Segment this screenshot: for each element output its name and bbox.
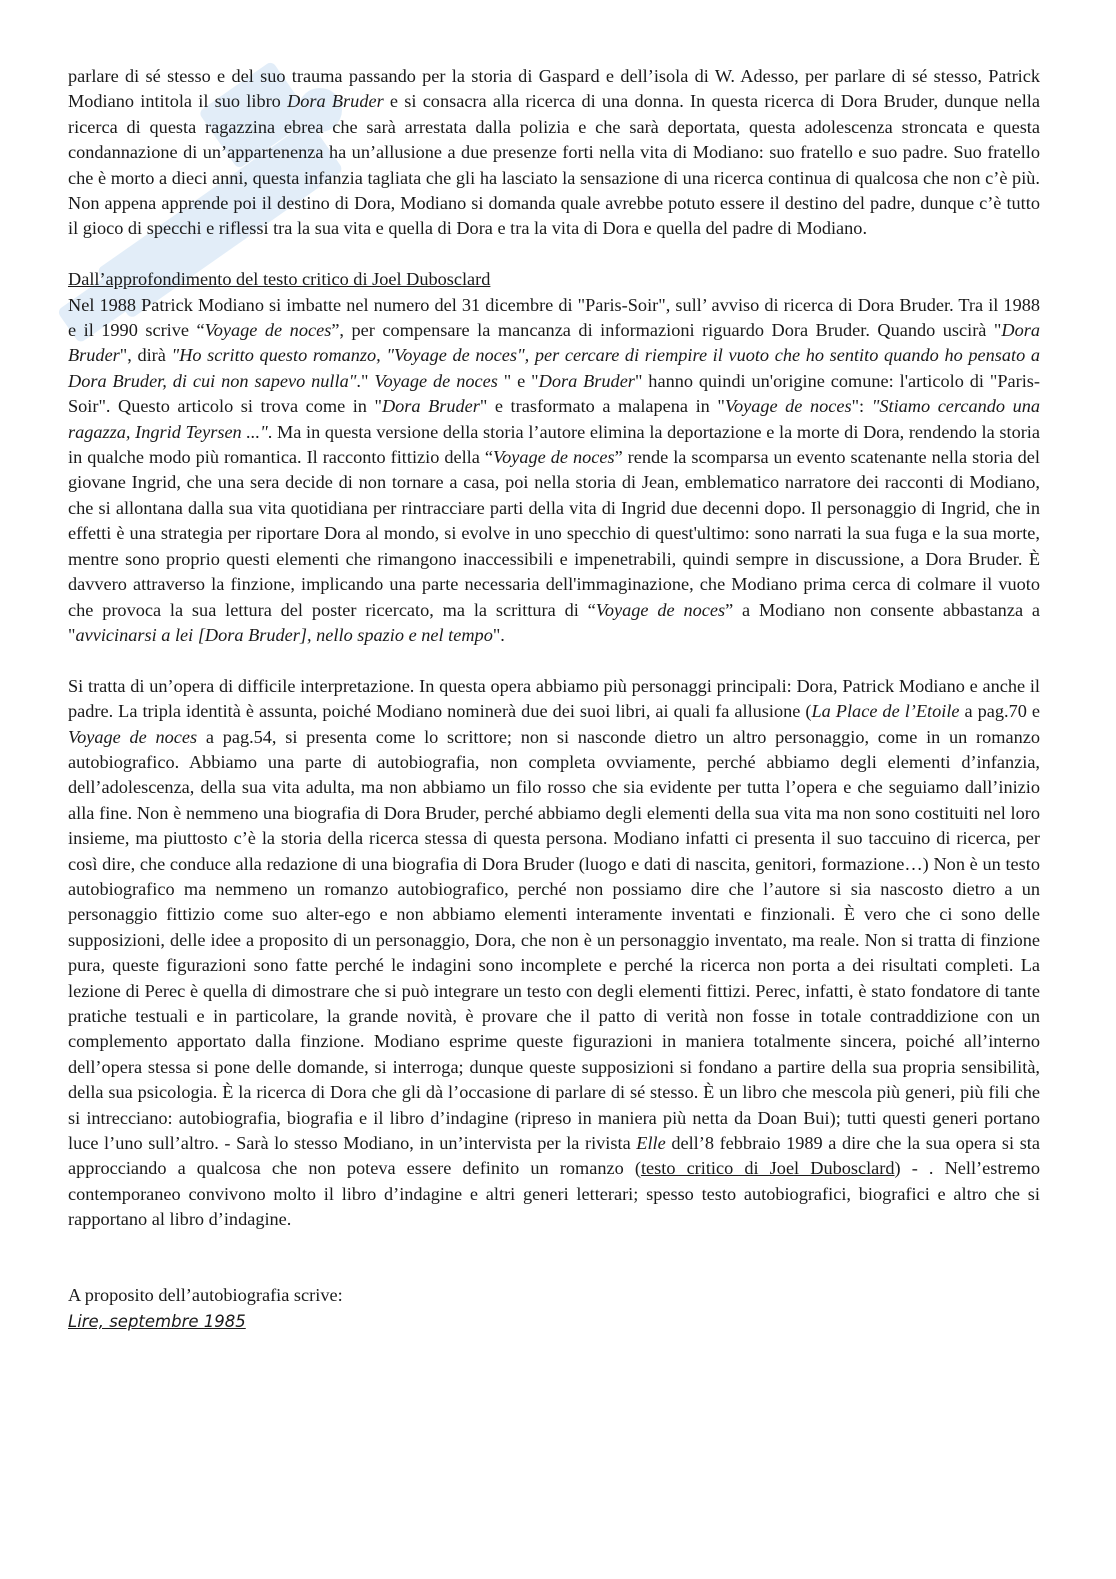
paragraph-autobiography-intro: A proposito dell’autobiografia scrive: — [68, 1285, 343, 1306]
paragraph-interpretation: Si tratta di un’opera di difficile interpretazione. In questa opera abbiamo più personaggi principali: Dora, Patrick Modiano e anche il padre. La tripla identità è assunta, poiché Modiano nominerà due dei suoi libri, ai quali fa allusione (La Place de l’Etoile a pag.70 e Voyage de noces a pag.54, si presenta come lo scrittore; non si nasconde dietro un altro personaggio, come in un romanzo autobiografico. Abbiamo una parte di autobiografia, non completa ovviamente, perché abbiamo degli elementi d’infanzia, dell’adolescenza, della sua vita adulta, ma non abbiamo un filo rosso che sia evidente per tutta l’opera e che seguiamo dall’inizio alla fine. Non è nemmeno una biografia di Dora Bruder, perché abbiamo degli elementi della sua vita ma non sono costituiti nel loro insieme, ma piuttosto c’è la storia della ricerca stessa di questa persona. Modiano infatti ci presenta il suo taccuino di ricerca, per così dire, che conduce alla redazione di una biografia di Dora Bruder (luogo e dati di nascita, genitori, formazione…) Non è un testo autobiografico ma nemmeno un romanzo autobiografico, perché non possiamo dire che l’autore si sia nascosto dietro a un personaggio fittizio come suo alter-ego e non abbiamo elementi interamente inventati e finzionali. È vero che ci sono delle supposizioni, delle idee a proposito di un personaggio, Dora, che non è un personaggio inventato, ma reale. Non si tratta di finzione pura, queste figurazioni sono fatte perché le indagini sono incomplete e perché la ricerca non porta a dei risultati completi. La lezione di Perec è quella di dimostrare che si può integrare un testo con degli elementi fittizi. Perec, infatti, è stato fondatore di tante pratiche testuali e in particolare, la grande novità, è provare che il patto di verità non fosse in totale contraddizione con un complemento apportato dalla finzione. Modiano esprime queste figurazioni in maniera totalmente sincera, poiché all’interno dell’opera stessa si pone delle domande, si interroga; dunque queste supposizioni si fondano a partire della sua propria sensibilità, della sua psicologia. È la ricerca di Dora che gli dà l’occasione di parlare di sé stesso. È un libro che mescola più generi, più fili che si intrecciano: autobiografia, biografia e il libro d’indagine (ripreso in maniera più netta da Doan Bui); tutti questi generi portano luce l’uno sull’altro. - Sarà lo stesso Modiano, in un’intervista per la rivista Elle dell’8 febbraio 1989 a dire che la sua opera si sta approcciando a qualcosa che non poteva essere definito un romanzo (testo critico di Joel Dubosclard) - . Nell’estremo contemporaneo convivono molto il libro d’indagine e altri generi letterari; spesso testo autobiografici, biografici e altro che si rapportano al libro d’indagine. — [68, 675, 1041, 1230]
citation-source: Lire, septembre 1985 — [68, 1311, 246, 1331]
paragraph-intro: parlare di sé stesso e del suo trauma passando per la storia di Gaspard e dell’isola di W. Adesso, per parlare di sé stesso, Patrick Modiano intitola il suo libro Dora Bruder e si consacra alla ricerca di una donna. In questa ricerca di Dora Bruder, dunque nella ricerca di questa ragazzina ebrea che sarà arrestata dalla polizia e che sarà deportata, questa adolescenza stroncata e questa condannazione di un’appartenenza ha un’allusione a due presenze forti nella vita di Modiano: suo fratello e suo padre. Suo fratello che è morto a dieci anni, questa infanzia tagliata che gli ha lasciato la sensazione di una ricerca continua di qualcosa che non c’è più. Non appena apprende poi il destino di Dora, Modiano si domanda quale avrebbe potuto essere il destino del padre, dunque c’è tutto il gioco di specchi e riflessi tra la sua vita e quella di Dora e tra la vita di Dora e quella del padre di Modiano. — [68, 66, 1040, 239]
paragraph-voyage-de-noces: Nel 1988 Patrick Modiano si imbatte nel numero del 31 dicembre di "Paris-Soir", sull’ avviso di ricerca di Dora Bruder. Tra il 1988 e il 1990 scrive “Voyage de noces”, per compensare la mancanza di informazioni riguardo Dora Bruder. Quando uscirà "Dora Bruder", dirà "Ho scritto questo romanzo, "Voyage de noces", per cercare di riempire il vuoto che ho sentito quando ho pensato a Dora Bruder, di cui non sapevo nulla"." Voyage de noces " e "Dora Bruder" hanno quindi un'origine comune: l'articolo di "Paris-Soir". Questo articolo si trova come in "Dora Bruder" e trasformato a malapena in "Voyage de noces": "Stiamo cercando una ragazza, Ingrid Teyrsen ...". Ma in questa versione della storia l’autore elimina la deportazione e la morte di Dora, rendendo la storia in qualche modo più romantica. Il racconto fittizio della “Voyage de noces” rende la scomparsa un evento scatenante nella storia del giovane Ingrid, che una sera decide di non tornare a casa, poi nella storia di Jean, emblematico narratore dei racconti di Modiano, che si allontana dalla sua vita quotidiana per rintracciare parti della vita di Ingrid due decenni dopo. Il personaggio di Ingrid, che in effetti è una strategia per riportare Dora al mondo, si evolve in uno specchio di quest'ultimo: sono narrati la sua fuga e la sua morte, mentre sono proprio questi elementi che rimangono inaccessibili e impenetrabili, quindi sempre in discussione, a Dora Bruder. È davvero attraverso la finzione, implicando una parte necessaria dell'immaginazione, che Modiano prima cerca di colmare il vuoto che provoca la sua lettura del poster ricercato, ma la scrittura di “Voyage de noces” a Modiano non consente abbastanza a "avvicinarsi a lei [Dora Bruder], nello spazio e nel tempo". — [68, 294, 1041, 645]
critical-text-link[interactable]: testo critico di Joel Dubosclard — [640, 1158, 895, 1179]
section-heading: Dall’approfondimento del testo critico di Joel Dubosclard — [68, 269, 491, 290]
document-body — [68, 64, 1040, 1334]
